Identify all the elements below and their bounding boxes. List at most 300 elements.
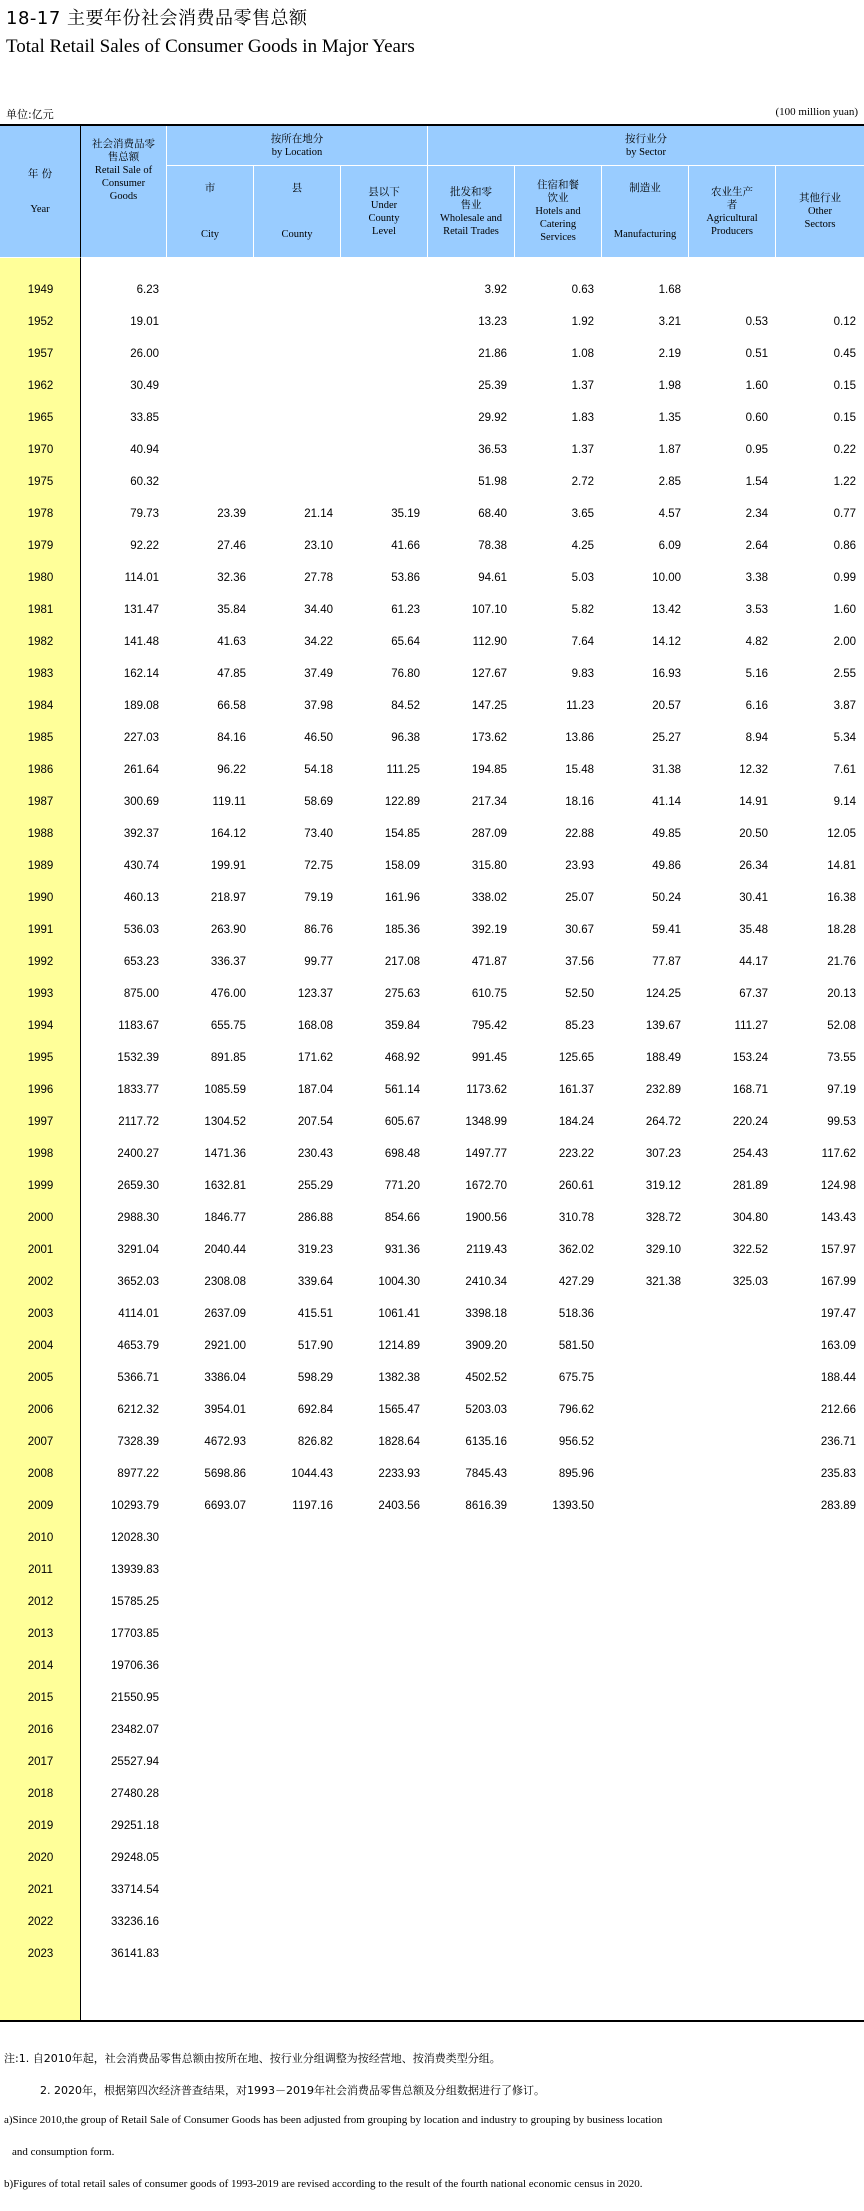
cell-total: 536.03 (123, 924, 159, 936)
note-cn-2: 2. 2020年，根据第四次经济普查结果，对1993－2019年社会消费品零售总额及分组数据进行了修订。 (40, 2084, 545, 2097)
cell-below: 1828.64 (378, 1436, 420, 1448)
cell-city: 35.84 (217, 604, 246, 616)
cell-other (774, 1778, 856, 1810)
cell-year: 1993 (27, 988, 54, 1000)
cell-city: 96.22 (217, 764, 246, 776)
cell-year: 2023 (27, 1948, 54, 1960)
cell-other (774, 1682, 856, 1714)
table-row (0, 1362, 864, 1394)
cell-below: 605.67 (384, 1116, 420, 1128)
cell-total: 33236.16 (111, 1916, 159, 1928)
cell-below: 185.36 (384, 924, 420, 936)
header-city-cn: 市 (204, 182, 216, 195)
table-row (0, 1746, 864, 1778)
cell-wholesale: 1900.56 (465, 1212, 507, 1224)
cell-county (251, 1586, 333, 1618)
cell-hotels: 1.08 (571, 348, 594, 360)
header-total (81, 126, 167, 258)
cell-city (164, 466, 246, 498)
cell-year: 1970 (27, 444, 54, 456)
note-cn-1: 注:1. 自2010年起，社会消费品零售总额由按所在地、按行业分组调整为按经营地、按消费类型分组。 (4, 2052, 501, 2065)
cell-county (251, 402, 333, 434)
cell-county (251, 1810, 333, 1842)
cell-city (164, 1650, 246, 1682)
cell-wholesale: 2410.34 (465, 1276, 507, 1288)
cell-hotels: 581.50 (558, 1340, 594, 1352)
cell-county: 27.78 (304, 572, 333, 584)
cell-total: 6212.32 (117, 1404, 159, 1416)
cell-hotels: 675.75 (558, 1372, 594, 1384)
cell-manuf: 49.85 (652, 828, 681, 840)
cell-manuf: 14.12 (652, 636, 681, 648)
cell-below: 122.89 (384, 796, 420, 808)
cell-hotels: 1393.50 (552, 1500, 594, 1512)
cell-city: 5698.86 (204, 1468, 246, 1480)
cell-city: 476.00 (210, 988, 246, 1000)
cell-wholesale: 315.80 (471, 860, 507, 872)
cell-county: 54.18 (304, 764, 333, 776)
cell-total: 25527.94 (111, 1756, 159, 1768)
header-year-en: Year (30, 203, 50, 215)
cell-manuf: 25.27 (652, 732, 681, 744)
header-wholesale (428, 166, 515, 258)
table-row (0, 946, 864, 978)
cell-year: 1996 (27, 1084, 54, 1096)
cell-agri (686, 1426, 768, 1458)
cell-wholesale (425, 1682, 507, 1714)
cell-agri (686, 1682, 768, 1714)
cell-below: 2233.93 (378, 1468, 420, 1480)
cell-agri: 0.60 (745, 412, 768, 424)
cell-other: 235.83 (820, 1468, 856, 1480)
cell-hotels: 5.82 (571, 604, 594, 616)
cell-manuf (599, 1298, 681, 1330)
cell-county: 598.29 (297, 1372, 333, 1384)
header-city-en: City (200, 228, 220, 240)
cell-wholesale (425, 1714, 507, 1746)
header-sector-en: by Sector (626, 146, 666, 158)
cell-wholesale (425, 1778, 507, 1810)
cell-below: 1214.89 (378, 1340, 420, 1352)
cell-agri (686, 1650, 768, 1682)
cell-city: 3954.01 (204, 1404, 246, 1416)
cell-agri: 44.17 (739, 956, 768, 968)
cell-wholesale: 6135.16 (465, 1436, 507, 1448)
cell-hotels: 7.64 (571, 636, 594, 648)
cell-city: 3386.04 (204, 1372, 246, 1384)
cell-city: 263.90 (210, 924, 246, 936)
cell-other (774, 1618, 856, 1650)
cell-agri: 2.64 (745, 540, 768, 552)
table-row (0, 1650, 864, 1682)
cell-hotels (512, 1746, 594, 1778)
cell-county: 72.75 (304, 860, 333, 872)
cell-wholesale: 795.42 (471, 1020, 507, 1032)
cell-agri: 4.82 (745, 636, 768, 648)
cell-other (774, 1874, 856, 1906)
cell-wholesale: 36.53 (478, 444, 507, 456)
cell-other: 16.38 (827, 892, 856, 904)
cell-hotels: 22.88 (565, 828, 594, 840)
table-row (0, 498, 864, 530)
table-row (0, 530, 864, 562)
cell-other: 0.86 (833, 540, 856, 552)
cell-wholesale (425, 1522, 507, 1554)
cell-total: 29248.05 (111, 1852, 159, 1864)
cell-other: 1.22 (833, 476, 856, 488)
cell-other: 157.97 (820, 1244, 856, 1256)
cell-manuf: 77.87 (652, 956, 681, 968)
cell-agri (686, 1746, 768, 1778)
cell-total: 2988.30 (117, 1212, 159, 1224)
cell-wholesale: 1672.70 (465, 1180, 507, 1192)
cell-agri: 0.51 (745, 348, 768, 360)
cell-other: 236.71 (820, 1436, 856, 1448)
cell-year: 2008 (27, 1468, 54, 1480)
cell-county (251, 1650, 333, 1682)
cell-year: 1998 (27, 1148, 54, 1160)
cell-wholesale: 217.34 (471, 796, 507, 808)
cell-year: 1992 (27, 956, 54, 968)
cell-below (338, 434, 420, 466)
cell-city (164, 1906, 246, 1938)
cell-total: 1532.39 (117, 1052, 159, 1064)
cell-below (338, 1522, 420, 1554)
cell-county (251, 370, 333, 402)
cell-wholesale: 194.85 (471, 764, 507, 776)
cell-hotels: 518.36 (558, 1308, 594, 1320)
cell-manuf: 2.85 (658, 476, 681, 488)
cell-below: 161.96 (384, 892, 420, 904)
cell-agri: 3.53 (745, 604, 768, 616)
cell-manuf: 49.86 (652, 860, 681, 872)
cell-other: 283.89 (820, 1500, 856, 1512)
cell-other: 0.15 (833, 380, 856, 392)
cell-agri (686, 1298, 768, 1330)
cell-year: 1980 (27, 572, 54, 584)
cell-other (774, 1522, 856, 1554)
cell-other: 21.76 (827, 956, 856, 968)
cell-hotels (512, 1650, 594, 1682)
table-row (0, 466, 864, 498)
cell-agri: 325.03 (732, 1276, 768, 1288)
note-en-1-cont: and consumption form. (12, 2146, 115, 2158)
cell-agri: 6.16 (745, 700, 768, 712)
cell-hotels: 37.56 (565, 956, 594, 968)
cell-county: 230.43 (297, 1148, 333, 1160)
cell-manuf (599, 1650, 681, 1682)
cell-other (774, 1810, 856, 1842)
cell-wholesale: 13.23 (478, 316, 507, 328)
cell-total: 36141.83 (111, 1948, 159, 1960)
cell-below (338, 1906, 420, 1938)
cell-wholesale (425, 1906, 507, 1938)
cell-county (251, 1522, 333, 1554)
cell-year: 1990 (27, 892, 54, 904)
cell-wholesale: 338.02 (471, 892, 507, 904)
cell-total: 392.37 (123, 828, 159, 840)
cell-manuf: 59.41 (652, 924, 681, 936)
header-total-en: Retail Sale of Consumer Goods (94, 165, 153, 202)
table-row (0, 1682, 864, 1714)
header-manufacturing (602, 166, 689, 258)
cell-wholesale (425, 1842, 507, 1874)
cell-other: 0.99 (833, 572, 856, 584)
cell-wholesale: 8616.39 (465, 1500, 507, 1512)
cell-hotels: 52.50 (565, 988, 594, 1000)
cell-total: 23482.07 (111, 1724, 159, 1736)
cell-manuf: 1.87 (658, 444, 681, 456)
table-bottom-rule (0, 2020, 864, 2022)
cell-below: 854.66 (384, 1212, 420, 1224)
cell-city: 218.97 (210, 892, 246, 904)
cell-year: 1989 (27, 860, 54, 872)
header-other (776, 166, 864, 258)
header-total-cn: 社会消费品零售总额 (92, 138, 155, 163)
cell-county: 517.90 (297, 1340, 333, 1352)
cell-agri (686, 1394, 768, 1426)
cell-total: 653.23 (123, 956, 159, 968)
cell-below: 931.36 (384, 1244, 420, 1256)
cell-other: 20.13 (827, 988, 856, 1000)
cell-total: 3291.04 (117, 1244, 159, 1256)
cell-agri: 3.38 (745, 572, 768, 584)
cell-hotels: 223.22 (558, 1148, 594, 1160)
cell-year: 2015 (27, 1692, 54, 1704)
cell-below (338, 466, 420, 498)
cell-city: 32.36 (217, 572, 246, 584)
cell-year: 1962 (27, 380, 54, 392)
cell-manuf: 139.67 (645, 1020, 681, 1032)
cell-other: 0.15 (833, 412, 856, 424)
cell-agri: 0.53 (745, 316, 768, 328)
cell-year: 2016 (27, 1724, 54, 1736)
cell-total: 875.00 (123, 988, 159, 1000)
cell-below: 1061.41 (378, 1308, 420, 1320)
header-location-cn: 按所在地分 (270, 132, 324, 145)
cell-city: 23.39 (217, 508, 246, 520)
cell-city (164, 1938, 246, 1970)
cell-total: 40.94 (130, 444, 159, 456)
cell-hotels (512, 1778, 594, 1810)
header-below-en: Under County Level (368, 199, 400, 237)
cell-manuf: 321.38 (645, 1276, 681, 1288)
cell-agri (686, 1522, 768, 1554)
table-row (0, 690, 864, 722)
cell-agri: 322.52 (732, 1244, 768, 1256)
cell-agri (686, 1906, 768, 1938)
cell-year: 2009 (27, 1500, 54, 1512)
cell-county (251, 1906, 333, 1938)
cell-below (338, 1810, 420, 1842)
cell-total: 7328.39 (117, 1436, 159, 1448)
cell-manuf: 329.10 (645, 1244, 681, 1256)
cell-year: 2004 (27, 1340, 54, 1352)
cell-county: 171.62 (297, 1052, 333, 1064)
cell-city (164, 434, 246, 466)
cell-county: 123.37 (297, 988, 333, 1000)
cell-county (251, 466, 333, 498)
cell-year: 2018 (27, 1788, 54, 1800)
cell-manuf (599, 1938, 681, 1970)
cell-other: 117.62 (821, 1148, 856, 1160)
cell-agri (686, 1618, 768, 1650)
cell-total: 33714.54 (111, 1884, 159, 1896)
cell-manuf (599, 1746, 681, 1778)
cell-hotels (512, 1714, 594, 1746)
cell-other: 167.99 (820, 1276, 856, 1288)
cell-below: 698.48 (384, 1148, 420, 1160)
cell-wholesale: 3398.18 (465, 1308, 507, 1320)
cell-year: 1957 (27, 348, 54, 360)
header-below-cn: 县以下 (368, 185, 400, 198)
cell-other (774, 1906, 856, 1938)
cell-agri: 8.94 (745, 732, 768, 744)
cell-below: 35.19 (391, 508, 420, 520)
cell-hotels (512, 1586, 594, 1618)
table-row (0, 1906, 864, 1938)
table-row (0, 1778, 864, 1810)
header-year-cn: 年 份 (27, 167, 53, 180)
cell-county (251, 274, 333, 306)
cell-county: 255.29 (297, 1180, 333, 1192)
header-wholesale-cn: 批发和零售业 (450, 185, 492, 211)
cell-below: 158.09 (384, 860, 420, 872)
cell-wholesale: 287.09 (471, 828, 507, 840)
cell-manuf: 10.00 (652, 572, 681, 584)
cell-agri: 67.37 (739, 988, 768, 1000)
cell-wholesale: 147.25 (471, 700, 507, 712)
cell-other: 188.44 (820, 1372, 856, 1384)
cell-year: 1975 (27, 476, 54, 488)
cell-city: 1471.36 (204, 1148, 246, 1160)
cell-year: 2014 (27, 1660, 54, 1672)
cell-below (338, 1778, 420, 1810)
cell-city: 2308.08 (204, 1276, 246, 1288)
cell-county: 826.82 (297, 1436, 333, 1448)
cell-hotels: 184.24 (558, 1116, 594, 1128)
cell-hotels: 23.93 (565, 860, 594, 872)
cell-other: 143.43 (820, 1212, 856, 1224)
cell-city: 655.75 (210, 1020, 246, 1032)
cell-other (774, 1586, 856, 1618)
cell-manuf: 13.42 (652, 604, 681, 616)
cell-year: 1994 (27, 1020, 54, 1032)
cell-wholesale: 51.98 (478, 476, 507, 488)
table-row (0, 338, 864, 370)
header-hotels (515, 166, 602, 258)
cell-wholesale: 3909.20 (465, 1340, 507, 1352)
cell-county (251, 1778, 333, 1810)
cell-city: 1632.81 (204, 1180, 246, 1192)
cell-total: 2659.30 (117, 1180, 159, 1192)
cell-hotels: 895.96 (558, 1468, 594, 1480)
cell-year: 2019 (27, 1820, 54, 1832)
cell-city: 2040.44 (204, 1244, 246, 1256)
cell-city (164, 1810, 246, 1842)
table-row (0, 1234, 864, 1266)
cell-manuf (599, 1554, 681, 1586)
cell-other: 7.61 (833, 764, 856, 776)
cell-county: 37.98 (304, 700, 333, 712)
cell-below: 2403.56 (378, 1500, 420, 1512)
cell-hotels: 4.25 (571, 540, 594, 552)
cell-total: 1833.77 (117, 1084, 159, 1096)
cell-county: 1044.43 (291, 1468, 333, 1480)
cell-agri: 35.48 (739, 924, 768, 936)
header-wholesale-en: Wholesale and Retail Trades (439, 212, 503, 237)
cell-county: 415.51 (297, 1308, 333, 1320)
table-row (0, 914, 864, 946)
cell-agri (686, 1874, 768, 1906)
cell-total: 2400.27 (117, 1148, 159, 1160)
header-hotels-en: Hotels and Catering Services (535, 206, 581, 243)
table-row (0, 722, 864, 754)
cell-wholesale: 173.62 (471, 732, 507, 744)
cell-hotels: 30.67 (565, 924, 594, 936)
cell-hotels: 796.62 (558, 1404, 594, 1416)
header-county (254, 166, 341, 258)
cell-agri: 1.60 (745, 380, 768, 392)
cell-hotels (512, 1810, 594, 1842)
cell-total: 8977.22 (117, 1468, 159, 1480)
cell-manuf: 1.35 (658, 412, 681, 424)
cell-year: 2003 (27, 1308, 54, 1320)
header-year (0, 126, 81, 258)
cell-year: 1995 (27, 1052, 54, 1064)
cell-manuf: 50.24 (652, 892, 681, 904)
cell-city (164, 1874, 246, 1906)
cell-county (251, 1714, 333, 1746)
cell-agri (686, 1938, 768, 1970)
cell-county: 692.84 (297, 1404, 333, 1416)
cell-agri: 168.71 (732, 1084, 768, 1096)
cell-city: 6693.07 (204, 1500, 246, 1512)
header-other-cn: 其他行业 (799, 192, 841, 204)
cell-year: 1983 (27, 668, 54, 680)
table-row (0, 274, 864, 306)
cell-total: 4653.79 (117, 1340, 159, 1352)
cell-county (251, 1874, 333, 1906)
table-row (0, 1938, 864, 1970)
cell-total: 21550.95 (111, 1692, 159, 1704)
table-row (0, 562, 864, 594)
cell-year: 2017 (27, 1756, 54, 1768)
cell-manuf: 16.93 (652, 668, 681, 680)
cell-manuf: 307.23 (645, 1148, 681, 1160)
cell-other: 73.55 (827, 1052, 856, 1064)
cell-total: 79.73 (130, 508, 159, 520)
cell-total: 33.85 (130, 412, 159, 424)
table-row (0, 1426, 864, 1458)
cell-city (164, 1586, 246, 1618)
cell-manuf (599, 1490, 681, 1522)
cell-other: 2.55 (833, 668, 856, 680)
cell-other: 163.09 (820, 1340, 856, 1352)
cell-wholesale: 1173.62 (466, 1084, 507, 1096)
cell-year: 2013 (27, 1628, 54, 1640)
cell-year: 2002 (27, 1276, 54, 1288)
cell-hotels: 125.65 (558, 1052, 594, 1064)
cell-total: 13939.83 (111, 1564, 159, 1576)
table-number-title-cn: 18-17 主要年份社会消费品零售总额 (6, 8, 308, 29)
cell-city: 164.12 (210, 828, 246, 840)
cell-county (251, 306, 333, 338)
cell-city (164, 402, 246, 434)
cell-total: 227.03 (123, 732, 159, 744)
cell-wholesale: 29.92 (478, 412, 507, 424)
cell-county: 187.04 (297, 1084, 333, 1096)
